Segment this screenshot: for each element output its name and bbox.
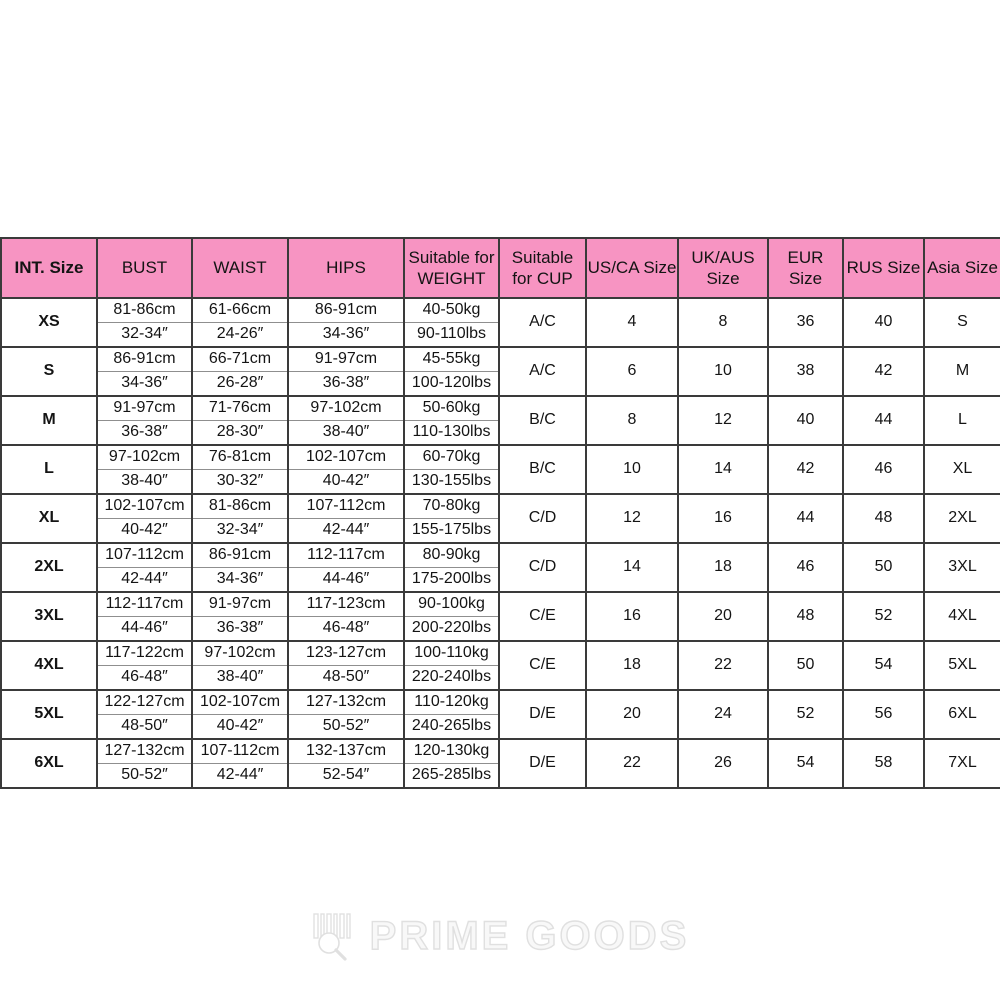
bust-in-cell: 34-36″ bbox=[97, 372, 192, 397]
eur-size-cell: 54 bbox=[768, 739, 843, 788]
waist-cm-cell: 76-81cm bbox=[192, 445, 288, 470]
uk-aus-size-cell: 24 bbox=[678, 690, 768, 739]
asia-size-cell: 3XL bbox=[924, 543, 1000, 592]
uk-aus-size-cell: 8 bbox=[678, 298, 768, 347]
weight-lbs-cell: 155-175lbs bbox=[404, 519, 499, 544]
table-row bbox=[1, 592, 1000, 617]
hips-in-cell: 34-36″ bbox=[288, 323, 404, 348]
bust-in-cell: 50-52″ bbox=[97, 764, 192, 789]
waist-in-cell: 30-32″ bbox=[192, 470, 288, 495]
weight-lbs-cell: 175-200lbs bbox=[404, 568, 499, 593]
waist-cm-cell: 71-76cm bbox=[192, 396, 288, 421]
waist-in-cell: 36-38″ bbox=[192, 617, 288, 642]
col-header-rus-size: RUS Size bbox=[843, 238, 924, 298]
waist-cm-cell: 86-91cm bbox=[192, 543, 288, 568]
cup-cell: C/E bbox=[499, 641, 586, 690]
waist-cm-cell: 81-86cm bbox=[192, 494, 288, 519]
table-row bbox=[1, 347, 1000, 372]
eur-size-cell: 40 bbox=[768, 396, 843, 445]
us-ca-size-cell: 6 bbox=[586, 347, 678, 396]
table-row bbox=[1, 445, 1000, 470]
size-table-body bbox=[1, 298, 1000, 788]
asia-size-cell: 2XL bbox=[924, 494, 1000, 543]
hips-cm-cell: 127-132cm bbox=[288, 690, 404, 715]
rus-size-cell: 58 bbox=[843, 739, 924, 788]
bust-cm-cell: 97-102cm bbox=[97, 445, 192, 470]
table-header-row bbox=[1, 238, 1000, 298]
size-label-cell: M bbox=[1, 396, 97, 445]
bust-in-cell: 42-44″ bbox=[97, 568, 192, 593]
weight-kg-cell: 90-100kg bbox=[404, 592, 499, 617]
size-label-cell: XL bbox=[1, 494, 97, 543]
uk-aus-size-cell: 18 bbox=[678, 543, 768, 592]
waist-in-cell: 32-34″ bbox=[192, 519, 288, 544]
hips-in-cell: 50-52″ bbox=[288, 715, 404, 740]
waist-in-cell: 28-30″ bbox=[192, 421, 288, 446]
asia-size-cell: 7XL bbox=[924, 739, 1000, 788]
rus-size-cell: 42 bbox=[843, 347, 924, 396]
cup-cell: A/C bbox=[499, 298, 586, 347]
hips-cm-cell: 107-112cm bbox=[288, 494, 404, 519]
bust-in-cell: 36-38″ bbox=[97, 421, 192, 446]
rus-size-cell: 54 bbox=[843, 641, 924, 690]
col-header-waist: WAIST bbox=[192, 238, 288, 298]
uk-aus-size-cell: 14 bbox=[678, 445, 768, 494]
weight-kg-cell: 80-90kg bbox=[404, 543, 499, 568]
hips-in-cell: 36-38″ bbox=[288, 372, 404, 397]
waist-in-cell: 42-44″ bbox=[192, 764, 288, 789]
bust-cm-cell: 107-112cm bbox=[97, 543, 192, 568]
table-row bbox=[1, 396, 1000, 421]
weight-lbs-cell: 110-130lbs bbox=[404, 421, 499, 446]
waist-in-cell: 38-40″ bbox=[192, 666, 288, 691]
asia-size-cell: 6XL bbox=[924, 690, 1000, 739]
us-ca-size-cell: 18 bbox=[586, 641, 678, 690]
bust-in-cell: 46-48″ bbox=[97, 666, 192, 691]
uk-aus-size-cell: 10 bbox=[678, 347, 768, 396]
hips-cm-cell: 86-91cm bbox=[288, 298, 404, 323]
size-label-cell: 2XL bbox=[1, 543, 97, 592]
hips-cm-cell: 112-117cm bbox=[288, 543, 404, 568]
weight-kg-cell: 60-70kg bbox=[404, 445, 499, 470]
eur-size-cell: 44 bbox=[768, 494, 843, 543]
eur-size-cell: 36 bbox=[768, 298, 843, 347]
waist-cm-cell: 91-97cm bbox=[192, 592, 288, 617]
table-row bbox=[1, 739, 1000, 764]
hips-cm-cell: 91-97cm bbox=[288, 347, 404, 372]
bust-in-cell: 38-40″ bbox=[97, 470, 192, 495]
bust-cm-cell: 117-122cm bbox=[97, 641, 192, 666]
weight-lbs-cell: 220-240lbs bbox=[404, 666, 499, 691]
asia-size-cell: S bbox=[924, 298, 1000, 347]
table-row bbox=[1, 543, 1000, 568]
waist-cm-cell: 66-71cm bbox=[192, 347, 288, 372]
cup-cell: C/D bbox=[499, 494, 586, 543]
col-header-uk-aus-size: UK/AUS Size bbox=[678, 238, 768, 298]
weight-kg-cell: 45-55kg bbox=[404, 347, 499, 372]
hips-cm-cell: 97-102cm bbox=[288, 396, 404, 421]
waist-in-cell: 26-28″ bbox=[192, 372, 288, 397]
us-ca-size-cell: 8 bbox=[586, 396, 678, 445]
weight-lbs-cell: 200-220lbs bbox=[404, 617, 499, 642]
us-ca-size-cell: 10 bbox=[586, 445, 678, 494]
col-header-bust: BUST bbox=[97, 238, 192, 298]
waist-cm-cell: 107-112cm bbox=[192, 739, 288, 764]
us-ca-size-cell: 20 bbox=[586, 690, 678, 739]
waist-cm-cell: 102-107cm bbox=[192, 690, 288, 715]
bust-in-cell: 32-34″ bbox=[97, 323, 192, 348]
col-header-weight: Suitable for WEIGHT bbox=[404, 238, 499, 298]
weight-kg-cell: 110-120kg bbox=[404, 690, 499, 715]
col-header-int-size: INT. Size bbox=[1, 238, 97, 298]
uk-aus-size-cell: 20 bbox=[678, 592, 768, 641]
bust-cm-cell: 112-117cm bbox=[97, 592, 192, 617]
size-label-cell: 6XL bbox=[1, 739, 97, 788]
rus-size-cell: 46 bbox=[843, 445, 924, 494]
watermark bbox=[0, 910, 1000, 962]
weight-lbs-cell: 265-285lbs bbox=[404, 764, 499, 789]
size-label-cell: 5XL bbox=[1, 690, 97, 739]
asia-size-cell: M bbox=[924, 347, 1000, 396]
cup-cell: C/E bbox=[499, 592, 586, 641]
eur-size-cell: 46 bbox=[768, 543, 843, 592]
hips-in-cell: 52-54″ bbox=[288, 764, 404, 789]
hips-in-cell: 44-46″ bbox=[288, 568, 404, 593]
size-label-cell: L bbox=[1, 445, 97, 494]
uk-aus-size-cell: 16 bbox=[678, 494, 768, 543]
asia-size-cell: 5XL bbox=[924, 641, 1000, 690]
us-ca-size-cell: 14 bbox=[586, 543, 678, 592]
col-header-asia-size: Asia Size bbox=[924, 238, 1000, 298]
hips-in-cell: 46-48″ bbox=[288, 617, 404, 642]
rus-size-cell: 56 bbox=[843, 690, 924, 739]
table-row bbox=[1, 641, 1000, 666]
eur-size-cell: 52 bbox=[768, 690, 843, 739]
cup-cell: B/C bbox=[499, 396, 586, 445]
col-header-cup: Suitable for CUP bbox=[499, 238, 586, 298]
cup-cell: B/C bbox=[499, 445, 586, 494]
weight-lbs-cell: 240-265lbs bbox=[404, 715, 499, 740]
waist-in-cell: 34-36″ bbox=[192, 568, 288, 593]
asia-size-cell: L bbox=[924, 396, 1000, 445]
hips-in-cell: 42-44″ bbox=[288, 519, 404, 544]
weight-kg-cell: 120-130kg bbox=[404, 739, 499, 764]
cup-cell: A/C bbox=[499, 347, 586, 396]
bust-cm-cell: 127-132cm bbox=[97, 739, 192, 764]
table-row bbox=[1, 494, 1000, 519]
hips-cm-cell: 132-137cm bbox=[288, 739, 404, 764]
col-header-eur-size: EUR Size bbox=[768, 238, 843, 298]
rus-size-cell: 48 bbox=[843, 494, 924, 543]
us-ca-size-cell: 16 bbox=[586, 592, 678, 641]
weight-kg-cell: 40-50kg bbox=[404, 298, 499, 323]
hips-in-cell: 38-40″ bbox=[288, 421, 404, 446]
asia-size-cell: XL bbox=[924, 445, 1000, 494]
us-ca-size-cell: 4 bbox=[586, 298, 678, 347]
weight-lbs-cell: 90-110lbs bbox=[404, 323, 499, 348]
waist-cm-cell: 97-102cm bbox=[192, 641, 288, 666]
cup-cell: C/D bbox=[499, 543, 586, 592]
rus-size-cell: 40 bbox=[843, 298, 924, 347]
table-row bbox=[1, 690, 1000, 715]
bust-cm-cell: 91-97cm bbox=[97, 396, 192, 421]
weight-lbs-cell: 100-120lbs bbox=[404, 372, 499, 397]
us-ca-size-cell: 22 bbox=[586, 739, 678, 788]
hips-cm-cell: 102-107cm bbox=[288, 445, 404, 470]
cup-cell: D/E bbox=[499, 690, 586, 739]
size-label-cell: XS bbox=[1, 298, 97, 347]
bust-cm-cell: 102-107cm bbox=[97, 494, 192, 519]
asia-size-cell: 4XL bbox=[924, 592, 1000, 641]
bust-in-cell: 44-46″ bbox=[97, 617, 192, 642]
hips-cm-cell: 123-127cm bbox=[288, 641, 404, 666]
barcode-search-icon bbox=[311, 910, 363, 962]
rus-size-cell: 50 bbox=[843, 543, 924, 592]
weight-kg-cell: 50-60kg bbox=[404, 396, 499, 421]
weight-kg-cell: 70-80kg bbox=[404, 494, 499, 519]
bust-cm-cell: 86-91cm bbox=[97, 347, 192, 372]
size-label-cell: 4XL bbox=[1, 641, 97, 690]
size-chart-table bbox=[0, 237, 1000, 789]
rus-size-cell: 52 bbox=[843, 592, 924, 641]
eur-size-cell: 38 bbox=[768, 347, 843, 396]
col-header-hips: HIPS bbox=[288, 238, 404, 298]
table-row bbox=[1, 298, 1000, 323]
bust-cm-cell: 81-86cm bbox=[97, 298, 192, 323]
uk-aus-size-cell: 26 bbox=[678, 739, 768, 788]
bust-cm-cell: 122-127cm bbox=[97, 690, 192, 715]
bust-in-cell: 40-42″ bbox=[97, 519, 192, 544]
watermark-text: PRIME GOODS bbox=[369, 913, 690, 958]
rus-size-cell: 44 bbox=[843, 396, 924, 445]
size-label-cell: S bbox=[1, 347, 97, 396]
size-label-cell: 3XL bbox=[1, 592, 97, 641]
hips-in-cell: 40-42″ bbox=[288, 470, 404, 495]
eur-size-cell: 42 bbox=[768, 445, 843, 494]
eur-size-cell: 50 bbox=[768, 641, 843, 690]
uk-aus-size-cell: 22 bbox=[678, 641, 768, 690]
us-ca-size-cell: 12 bbox=[586, 494, 678, 543]
eur-size-cell: 48 bbox=[768, 592, 843, 641]
waist-in-cell: 40-42″ bbox=[192, 715, 288, 740]
waist-cm-cell: 61-66cm bbox=[192, 298, 288, 323]
cup-cell: D/E bbox=[499, 739, 586, 788]
hips-cm-cell: 117-123cm bbox=[288, 592, 404, 617]
waist-in-cell: 24-26″ bbox=[192, 323, 288, 348]
weight-kg-cell: 100-110kg bbox=[404, 641, 499, 666]
weight-lbs-cell: 130-155lbs bbox=[404, 470, 499, 495]
uk-aus-size-cell: 12 bbox=[678, 396, 768, 445]
col-header-us-ca-size: US/CA Size bbox=[586, 238, 678, 298]
bust-in-cell: 48-50″ bbox=[97, 715, 192, 740]
hips-in-cell: 48-50″ bbox=[288, 666, 404, 691]
